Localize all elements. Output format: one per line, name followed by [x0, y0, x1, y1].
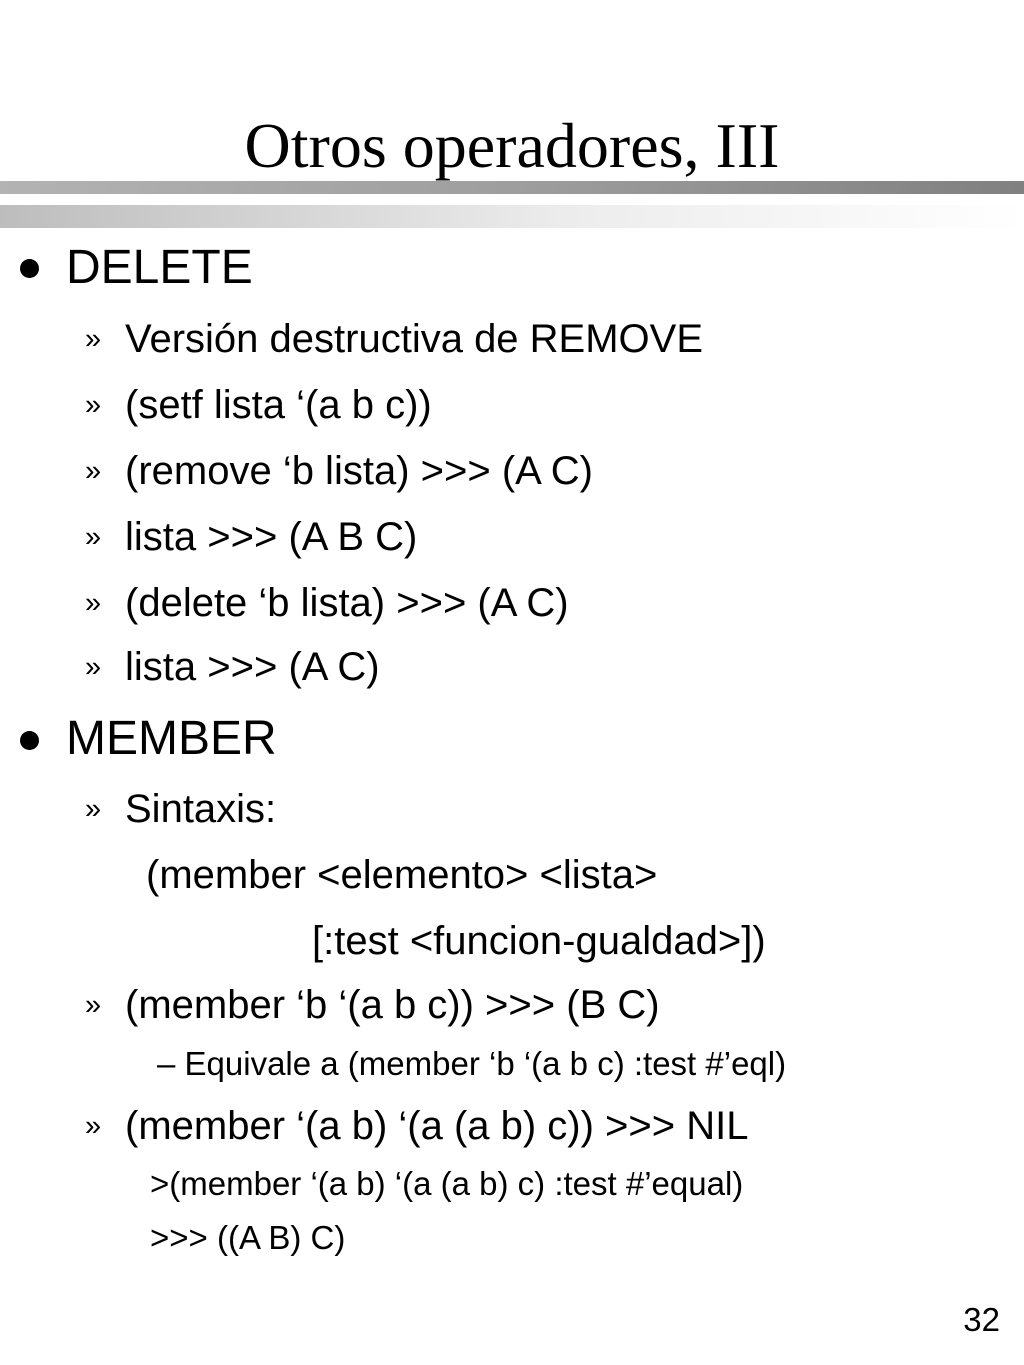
member-code-line: >(member ‘(a b) ‘(a (a b) c) :test #’equal)	[150, 1165, 744, 1202]
sub-bullet-icon: »	[85, 521, 102, 553]
delete-item: (remove ‘b lista) >>> (A C)	[125, 449, 593, 493]
member-item: (member ‘b ‘(a b c)) >>> (B C)	[125, 983, 660, 1027]
delete-item: (setf lista ‘(a b c))	[125, 383, 432, 427]
sub-bullet-icon: »	[85, 455, 102, 487]
page-number: 32	[963, 1301, 1000, 1338]
member-syntax-line: (member <elemento> <lista>	[146, 853, 658, 897]
sub-bullet-icon: »	[85, 323, 102, 355]
member-code-line: >>> ((A B) C)	[150, 1219, 346, 1256]
sub-bullet-icon: »	[85, 989, 102, 1021]
delete-item: Versión destructiva de REMOVE	[125, 317, 704, 361]
member-syntax-line: [:test <funcion-gualdad>])	[312, 919, 766, 963]
bullet-dot-icon	[20, 259, 39, 278]
member-note: – Equivale a (member ‘b ‘(a b c) :test #’eql)	[157, 1045, 787, 1082]
delete-item: lista >>> (A B C)	[125, 515, 418, 559]
slide-title: Otros operadores, III	[244, 110, 780, 181]
delete-item: (delete ‘b lista) >>> (A C)	[125, 581, 569, 625]
section-heading-member: MEMBER	[66, 712, 277, 765]
section-heading-delete: DELETE	[66, 241, 253, 294]
sub-bullet-icon: »	[85, 587, 102, 619]
bullet-dot-icon	[20, 731, 39, 750]
sub-bullet-icon: »	[85, 389, 102, 421]
title-underline-light	[0, 205, 1024, 228]
sub-bullet-icon: »	[85, 1110, 102, 1142]
member-item: (member ‘(a b) ‘(a (a b) c)) >>> NIL	[125, 1104, 749, 1148]
sub-bullet-icon: »	[85, 793, 102, 825]
sub-bullet-icon: »	[85, 651, 102, 683]
member-item: Sintaxis:	[125, 787, 277, 831]
title-underline-dark	[0, 181, 1024, 194]
delete-item: lista >>> (A C)	[125, 645, 380, 689]
